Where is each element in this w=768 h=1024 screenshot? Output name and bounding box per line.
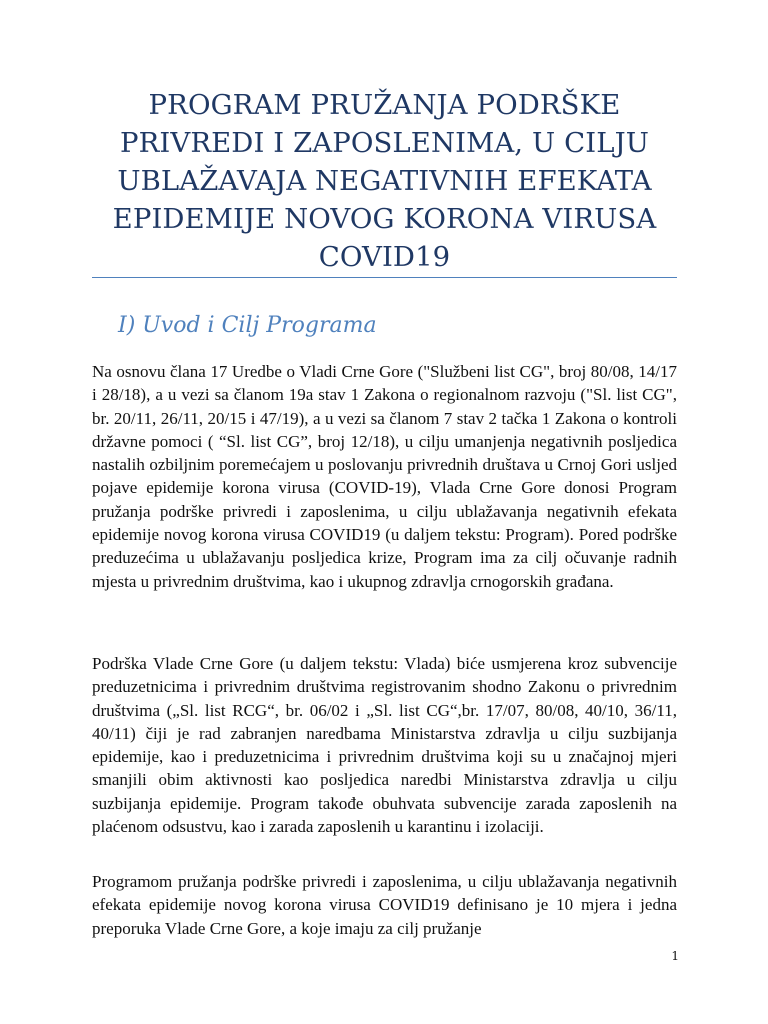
paragraph-3: Programom pružanja podrške privredi i zaposlenima, u cilju ublažavanja negativnih efekata epidemije novog korona virusa COVID19 definisano je 10 mjera i jedna preporuka Vlade Crne Gore, a koje imaju za cilj pružanje bbox=[92, 872, 677, 938]
title-divider bbox=[92, 277, 677, 278]
document-title: PROGRAM PRUŽANJA PODRŠKE PRIVREDI I ZAPOSLENIMA, U CILJU UBLAŽAVAJA NEGATIVNIH EFEKATA EPIDEMIJE NOVOG KORONA VIRUSA COVID19 bbox=[112, 89, 657, 273]
section-heading: I) Uvod i Cilj Programa bbox=[118, 313, 377, 338]
paragraph-2: Podrška Vlade Crne Gore (u daljem tekstu: Vlada) biće usmjerena kroz subvencije preduzetnicima i privrednim društvima registrovanim shodno Zakonu o privrednim društvima („Sl. list RCG“, br. 06/02 i „Sl. list CG“,br. 17/07, 80/08, 40/10, 36/11, 40/11) čiji je rad zabranjen naredbama Ministarstva zdravlja u cilju suzbijanja epidemije, kao i preduzetnicima i privrednim društvima koji su u značajnoj mjeri smanjili obim aktivnosti kao posljedica naredbi Ministarstva zdravlja u cilju suzbijanja epidemije. Program takođe obuhvata subvencije zarada zaposlenih na plaćenom odsustvu, kao i zarada zaposlenih u karantinu i izolaciji. bbox=[92, 654, 677, 837]
paragraph-1: Na osnovu člana 17 Uredbe o Vladi Crne Gore ("Službeni list CG", broj 80/08, 14/17 i 28/18), a u vezi sa članom 19a stav 1 Zakona o regionalnom razvoju ("Sl. list CG", br. 20/11, 26/11, 20/15 i 47/19), a u vezi sa članom 7 stav 2 tačka 1 Zakona o kontroli državne pomoci ( “Sl. list CG”, broj 12/18), u cilju umanjenja negativnih posljedica nastalih ozbiljnim poremećajem u poslovanju privrednih društava u Crnoj Gori usljed pojave epidemije korona virusa (COVID-19), Vlada Crne Gore donosi Program pružanja podrške privredi i zaposlenima, u cilju ublažavanja negativnih efekata epidemije novog korona virusa COVID19 (u daljem tekstu: Program). Pored podrške preduzećima u ublažavanju posljedica krize, Program ima za cilj očuvanje radnih mjesta u privrednim društvima, kao i ukupnog zdravlja crnogorskih građana. bbox=[92, 362, 677, 591]
page-number: 1 bbox=[671, 949, 679, 963]
